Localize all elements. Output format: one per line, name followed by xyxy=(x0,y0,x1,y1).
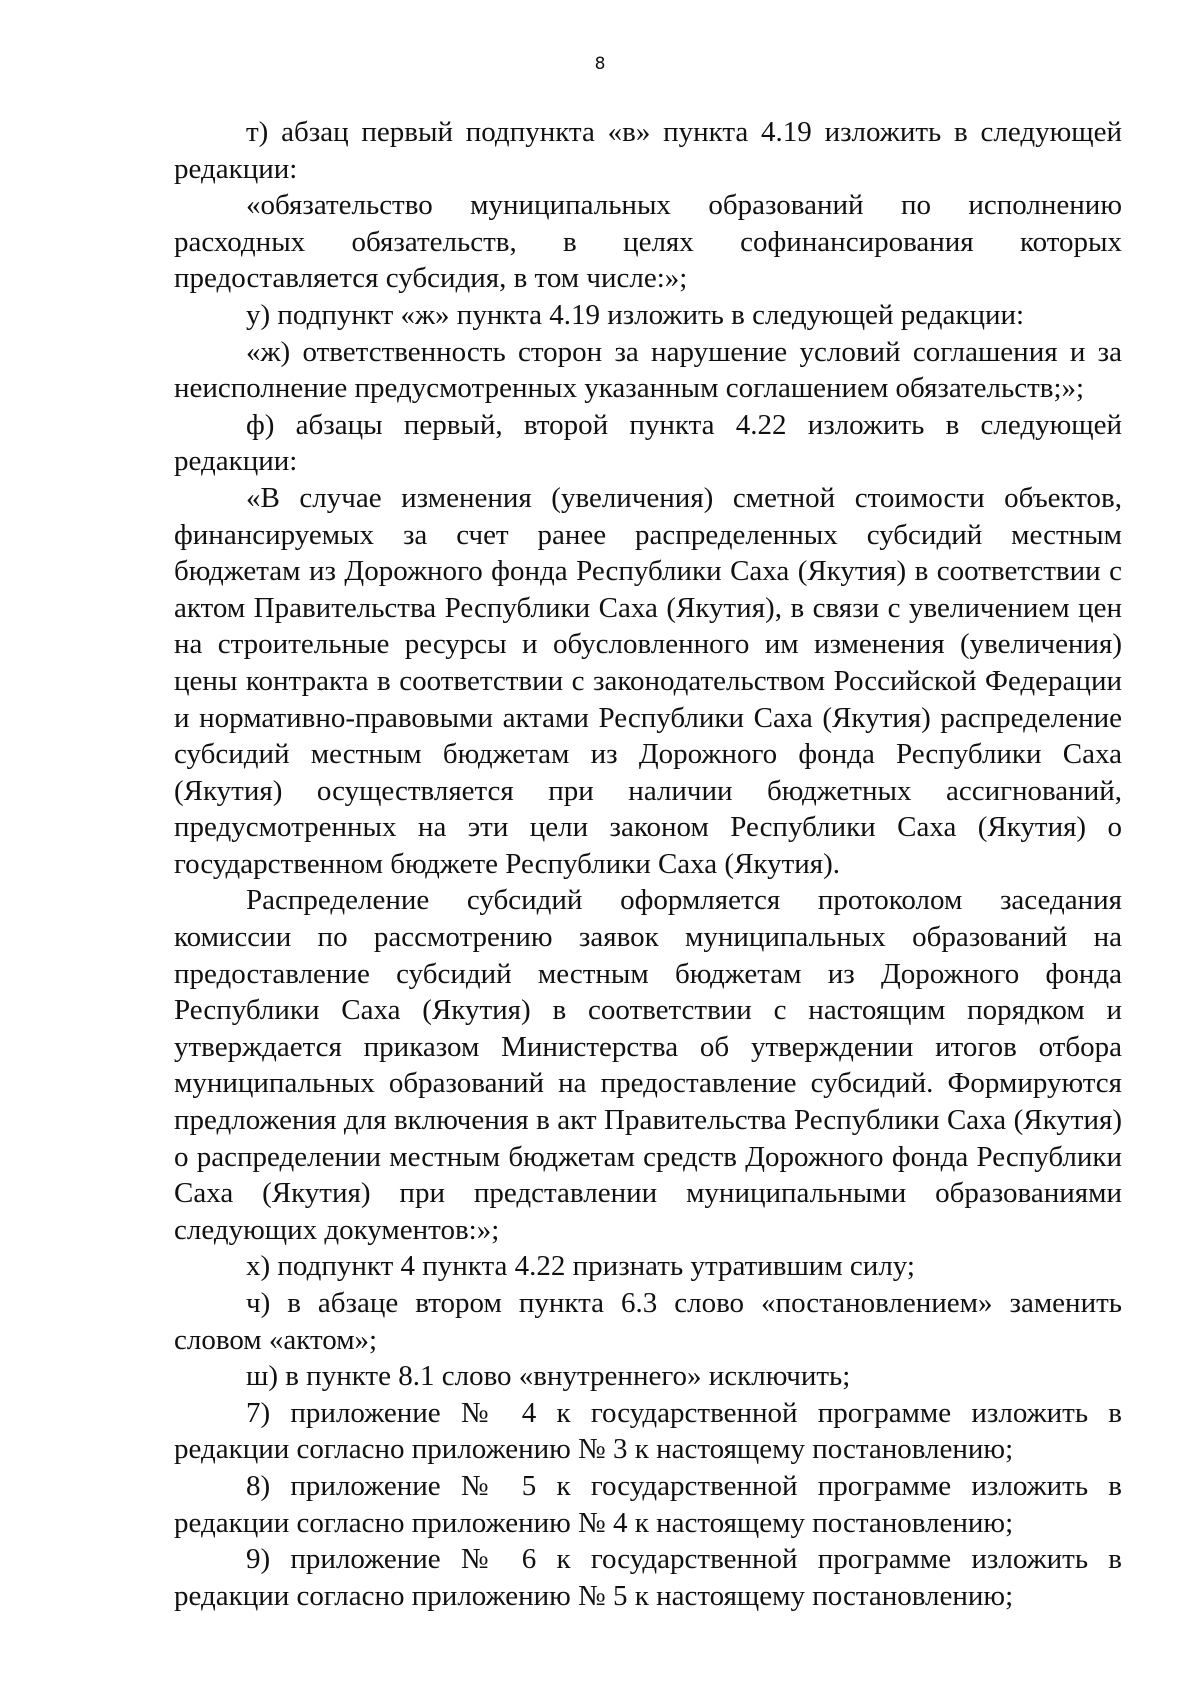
paragraph: 9) приложение № 6 к государственной программе изложить в редакции согласно приложению № 5 к настоящему постановлению; xyxy=(174,1543,1122,1612)
paragraph: «В случае изменения (увеличения) сметной стоимости объектов, финансируемых за счет ранее распределенных субсидий местным бюджетам из Дорожного фонда Республики Саха (Якутия) в соответствии с актом Правительства Республики Саха (Якутия), в связи с увеличением цен на строительные ресурсы и обусловленного им изменения (увеличения) цены контракта в соответствии с законодательством Российской Федерации и нормативно-правовыми актами Республики Саха (Якутия) распределение субсидий местным бюджетам из Дорожного фонда Республики Саха (Якутия) осуществляется при наличии бюджетных ассигнований, предусмотренных на эти цели законом Республики Саха (Якутия) о государственном бюджете Республики Саха (Якутия). xyxy=(174,481,1122,880)
paragraph: ш) в пункте 8.1 слово «внутреннего» исключить; xyxy=(246,1360,851,1393)
paragraph: Распределение субсидий оформляется протоколом заседания комиссии по рассмотрению заявок муниципальных образований на предоставление субсидий местным бюджетам из Дорожного фонда Республики Саха (Якутия) в соответствии с настоящим порядком и утверждается приказом Министерства об утверждении итогов отбора муниципальных образований на предоставление субсидий. Формируются предложения для включения в акт Правительства Республики Саха (Якутия) о распределении местным бюджетам средств Дорожного фонда Республики Саха (Якутия) при представлении муниципальными образованиями следующих документов:»; xyxy=(174,884,1122,1246)
paragraph: 7) приложение № 4 к государственной программе изложить в редакции согласно приложению № 3 к настоящему постановлению; xyxy=(174,1396,1122,1466)
paragraph: у) подпункт «ж» пункта 4.19 изложить в следующей редакции: xyxy=(246,298,1025,331)
paragraph: 8) приложение № 5 к государственной программе изложить в редакции согласно приложению № 4 к настоящему постановлению; xyxy=(174,1469,1122,1539)
paragraph: т) абзац первый подпункта «в» пункта 4.19 изложить в следующей редакции: xyxy=(174,116,1122,185)
page-number: 8 xyxy=(594,54,606,74)
paragraph: х) подпункт 4 пункта 4.22 признать утратившим силу; xyxy=(246,1250,915,1283)
document-body xyxy=(174,114,1122,1614)
paragraph: ч) в абзаце втором пункта 6.3 слово «постановлением» заменить словом «актом»; xyxy=(174,1287,1122,1356)
paragraph: «обязательство муниципальных образований по исполнению расходных обязательств, в целях софинансирования которых предоставляется субсидия, в том числе:»; xyxy=(174,189,1122,295)
paragraph: ф) абзацы первый, второй пункта 4.22 изложить в следующей редакции: xyxy=(174,408,1122,478)
paragraph: «ж) ответственность сторон за нарушение условий соглашения и за неисполнение предусмотренных указанным соглашением обязательств;»; xyxy=(174,335,1122,405)
